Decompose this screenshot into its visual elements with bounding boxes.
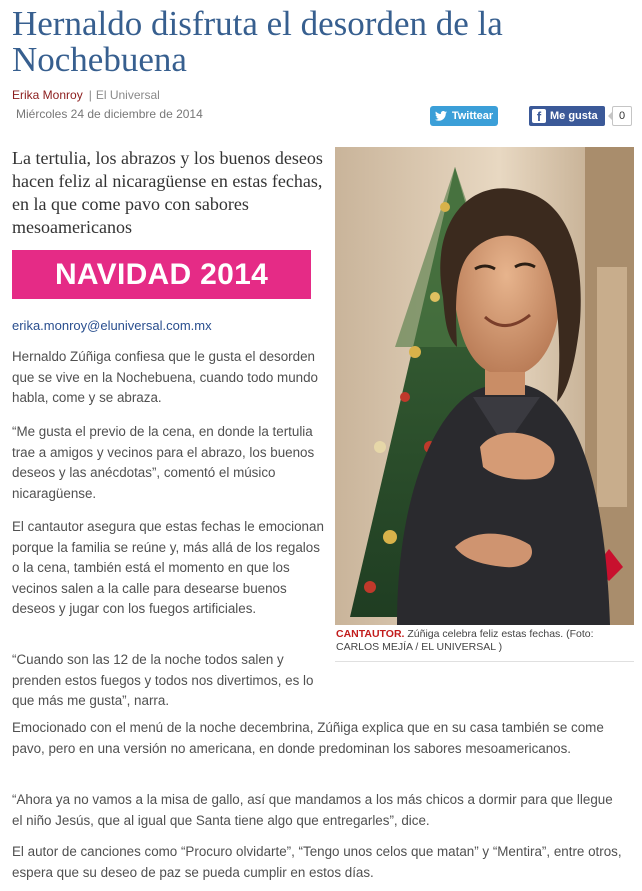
facebook-logo-icon: f <box>532 109 546 123</box>
source-name: El Universal <box>95 88 160 102</box>
byline-separator: | <box>88 88 92 102</box>
caption-divider <box>335 661 634 662</box>
article-photo <box>335 147 634 625</box>
author-link[interactable]: Erika Monroy <box>12 88 83 102</box>
article-paragraph: Hernaldo Zúñiga confiesa que le gusta el desorden que se vive en la Nochebuena, cuando todo mundo habla, come y se abraza. <box>12 349 318 405</box>
author-email-link[interactable]: erika.monroy@eluniversal.com.mx <box>12 318 212 333</box>
article-paragraph: “Me gusta el previo de la cena, en donde la tertulia trae a amigos y vecinos para el abrazo, los buenos deseos y las anécdotas”, comentó el músico nicaragüense. <box>12 424 315 501</box>
article-paragraph: “Ahora ya no vamos a la misa de gallo, así que mandamos a los más chicos a dormir para que llegue el niño Jesús, que al igual que Santa tiene algo que entregarles”, dice. <box>12 792 613 828</box>
facebook-like-count: 0 <box>612 106 632 126</box>
article-paragraph: El cantautor asegura que estas fechas le emocionan porque la familia se reúne y, más allá de los regalos o la cena, también está el momento en que los vecinos salen a la calle para desearse buenos deseos y jugar con los fuegos artificiales. <box>12 519 324 616</box>
twitter-bird-icon <box>435 111 447 121</box>
facebook-button-label: Me gusta <box>550 110 598 122</box>
caption-label: CANTAUTOR. <box>336 628 405 640</box>
caption-text: Zúñiga celebra feliz estas fechas. (Foto: CARLOS MEJÍA / EL UNIVERSAL ) <box>336 628 594 653</box>
article-paragraph: El autor de canciones como “Procuro olvidarte”, “Tengo unos celos que matan” y “Mentira”, entre otros, espera que su deseo de paz se pueda cumplir en estos días. <box>12 844 622 880</box>
facebook-like-button[interactable] <box>529 106 605 126</box>
navidad-banner[interactable]: NAVIDAD 2014 <box>12 250 311 299</box>
publish-date: Miércoles 24 de diciembre de 2014 <box>16 107 203 121</box>
article-lead: La tertulia, los abrazos y los buenos deseos hacen feliz al nicaragüense en estas fechas, en la que come pavo con sabores mesoamericanos <box>12 148 323 237</box>
article-paragraph: Emocionado con el menú de la noche decembrina, Zúñiga explica que en su casa también se come pavo, pero en una versión no americana, en donde predominan los sabores mesoamericanos. <box>12 720 604 756</box>
article-paragraph: “Cuando son las 12 de la noche todos salen y prenden estos fuegos y todos nos divertimos, es lo que más me gusta”, narra. <box>12 652 314 708</box>
article-headline: Hernaldo disfruta el desorden de la Nochebuena <box>12 4 503 79</box>
byline <box>12 88 160 102</box>
twitter-button-label: Twittear <box>451 110 494 122</box>
photo-caption <box>336 628 632 654</box>
twitter-share-button[interactable] <box>430 106 498 126</box>
